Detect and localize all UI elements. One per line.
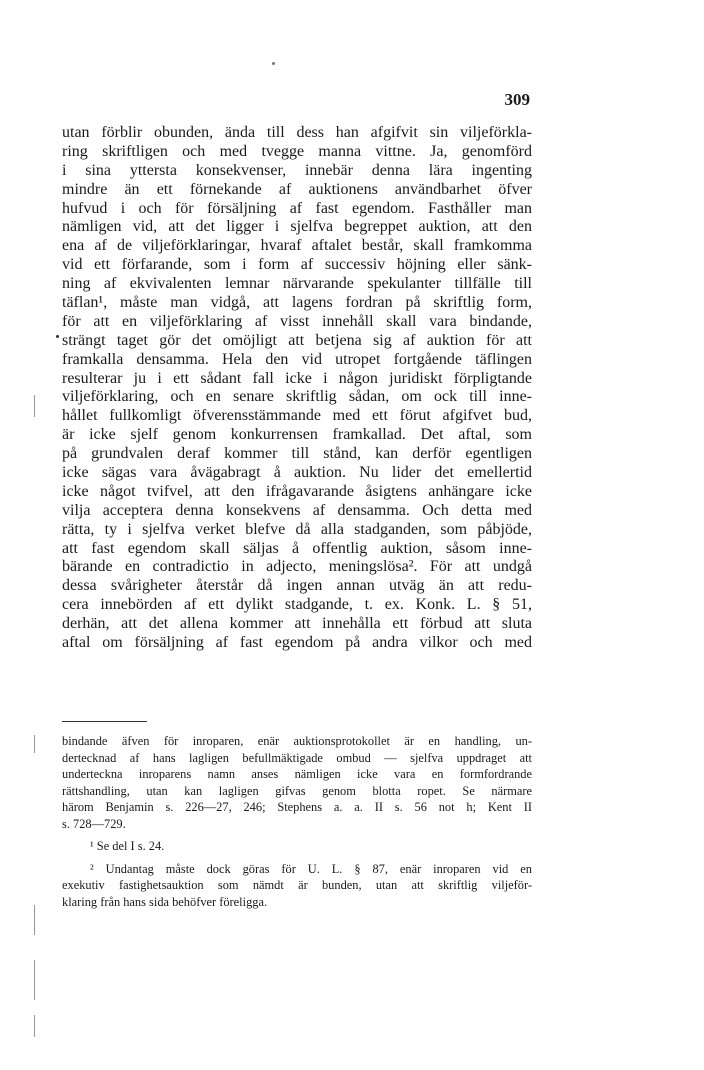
text-line: härom Benjamin s. 226—27, 246; Stephens a. a. II s. 56 not h; Kent II <box>62 800 532 814</box>
footnote-divider <box>62 721 147 722</box>
margin-bullet-mark <box>56 335 59 338</box>
text-line: för att en viljeförklaring af visst innehåll skall vara bindande, <box>62 312 532 330</box>
text-line: exekutiv fastighetsauktion som nämdt är bunden, utan att skriftlig viljeför- <box>62 878 532 892</box>
text-line: att fast egendom skall säljas å offentlig auktion, såsom inne- <box>62 539 532 557</box>
footnote-continuation <box>62 733 532 832</box>
margin-line-mark <box>34 395 35 417</box>
text-line: ning af ekvivalenten lemnar närvarande spekulanter tillfälle till <box>62 275 532 293</box>
text-line: bindande äfven för inroparen, enär auktionsprotokollet är en handling, un- <box>62 734 532 748</box>
margin-line-mark <box>34 735 35 753</box>
text-line: hållet fullkomligt öfverensstämmande med ett förut afgifvet bud, <box>62 407 532 425</box>
text-line: derhän, att det allena kommer att innehålla ett förbud att sluta <box>62 615 532 633</box>
text-line: cera innebörden af ett dylikt stadgande, t. ex. Konk. L. § 51, <box>62 596 532 614</box>
text-line: ² Undantag måste dock göras för U. L. § 87, enär inroparen vid en <box>90 861 532 876</box>
text-line: i sina yttersta konsekvenser, innebär denna lära ingenting <box>62 161 532 179</box>
text-line: underteckna inroparens namn anses nämligen icke vara en formfordrande <box>62 767 532 781</box>
text-line: nämligen vid, att det ligger i sjelfva begreppet auktion, att den <box>62 218 532 236</box>
margin-line-mark <box>34 905 35 935</box>
text-line: dertecknad af hans lagligen befullmäktigade ombud — sjelfva uppdraget att <box>62 750 532 765</box>
text-line: mindre än ett förnekande af auktionens användbarhet öfver <box>62 180 532 198</box>
text-line: rätta, ty i sjelfva verket blefve då alla stadganden, som påbjöde, <box>62 520 532 538</box>
text-line: är icke sjelf genom konkurrensen framkallad. Det aftal, som <box>62 426 532 444</box>
text-line: framkalla densamma. Hela den vid utropet fortgående täflingen <box>62 350 532 368</box>
text-line: rättshandling, utan kan lagligen gifvas genom blotta ropet. Se närmare <box>62 783 532 798</box>
text-line: dessa svårigheter återstår då ingen annan utväg än att redu- <box>62 577 532 595</box>
text-line: aftal om försäljning af fast egendom på andra vilkor och med <box>62 634 532 652</box>
margin-line-mark <box>34 960 35 1000</box>
text-line: ring skriftligen och med tvegge manna vittne. Ja, genomförd <box>62 142 532 160</box>
stray-dot-mark <box>272 62 275 65</box>
footnotes <box>62 733 532 910</box>
text-line: vilja acceptera denna konsekvens af densamma. Och detta med <box>62 501 532 519</box>
text-line: icke något tvifvel, att den ifrågavarande åsigtens anhängare icke <box>62 482 532 500</box>
footnote-1: ¹ Se del I s. 24. <box>90 839 165 853</box>
text-line: täflan¹, måste man vidgå, att lagens fordran på skriftlig form, <box>62 294 532 312</box>
text-line: icke sägas vara åvägabragt å auktion. Nu lider det emellertid <box>62 464 532 482</box>
text-line: utan förblir obunden, ända till dess han afgifvit sin viljeförkla- <box>62 124 532 141</box>
text-line: resulterar ju i ett sådant fall icke i någon juridiskt förpligtande <box>62 369 532 387</box>
page-number: 309 <box>504 90 530 109</box>
text-line: vid ett förfarande, som i form af successiv höjning eller sänk- <box>62 256 532 274</box>
text-line: ena af de viljeförklaringar, hvaraf aftalet består, skall framkomma <box>62 237 532 255</box>
text-line: bärande en contradictio in adjecto, meningslösa². För att undgå <box>62 558 532 576</box>
footnote-2 <box>62 861 532 911</box>
text-line: viljeförklaring, och en senare skriftlig sådan, om ock till inne- <box>62 388 532 406</box>
text-line: strängt taget gör det omöjligt att betjena sig af auktion för att <box>62 331 532 349</box>
body-text <box>62 124 532 653</box>
text-line: hufvud i och för försäljning af fast egendom. Fasthåller man <box>62 199 532 217</box>
text-line: s. 728—729. <box>62 816 126 831</box>
text-line: på grundvalen deraf kommer till stånd, kan derför egentligen <box>62 445 532 463</box>
margin-line-mark <box>34 1015 35 1037</box>
text-line: klaring från hans sida behöfver föreligga. <box>62 894 268 909</box>
